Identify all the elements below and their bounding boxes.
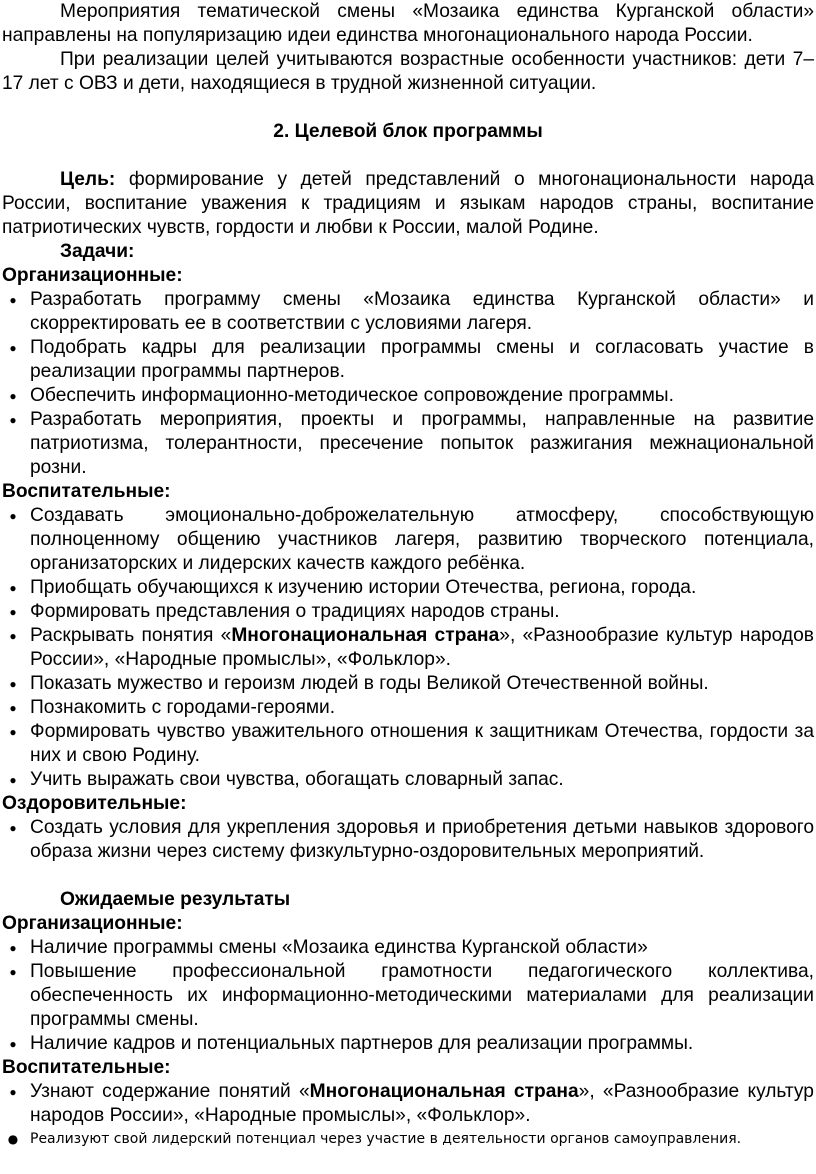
bullet-icon: ● (9, 725, 17, 739)
goal-label: Цель: (60, 169, 116, 190)
list-item: ● Приобщать обучающихся к изучению истории Отечества, региона, города. (2, 576, 814, 600)
bullet-icon: ● (9, 341, 17, 355)
org-tasks-list (2, 288, 814, 480)
list-item: ● Наличие программы смены «Мозаика единства Курганской области» (2, 936, 814, 960)
list-item: ● Разработать мероприятия, проекты и программы, направленные на развитие патриотизма, толерантности, пресечение попыток разжигания межнациональной розни. (2, 408, 814, 480)
results-edu-list (2, 1080, 814, 1150)
bullet-icon: ● (9, 965, 17, 979)
bullet-icon: ● (9, 1085, 17, 1099)
bullet-icon: ● (9, 509, 17, 523)
bullet-icon: ● (9, 389, 17, 403)
intro-paragraph-2: При реализации целей учитываются возрастные особенности участников: дети 7–17 лет с ОВЗ и дети, находящиеся в трудной жизненной ситуации. (2, 49, 814, 94)
health-tasks-label: Оздоровительные: (2, 793, 187, 814)
bullet-icon: ● (9, 293, 17, 307)
list-item: ● Подобрать кадры для реализации программы смены и согласовать участие в реализации программы партнеров. (2, 336, 814, 384)
bullet-icon: ● (9, 1037, 17, 1051)
goal-paragraph (2, 168, 814, 240)
bullet-icon: ● (9, 629, 17, 643)
bullet-icon: ● (9, 413, 17, 427)
results-org-list (2, 936, 814, 1056)
results-org-label: Организационные: (2, 913, 183, 934)
list-item: ● Познакомить с городами-героями. (2, 696, 814, 720)
list-item: ● Раскрывать понятия «Многонациональная страна», «Разнообразие культур народов России», «Народные промыслы», «Фольклор». (2, 624, 814, 672)
health-tasks-list (2, 816, 814, 864)
list-item: ● Формировать чувство уважительного отношения к защитникам Отечества, гордости за них и свою Родину. (2, 720, 814, 768)
list-item: ● Показать мужество и героизм людей в годы Великой Отечественной войны. (2, 672, 814, 696)
bullet-icon: ● (9, 581, 17, 595)
results-title: Ожидаемые результаты (60, 889, 291, 910)
bullet-icon: ● (7, 1132, 19, 1146)
list-item: ● Реализуют свой лидерский потенциал через участие в деятельности органов самоуправления. (2, 1128, 814, 1150)
tasks-label: Задачи: (60, 241, 135, 262)
edu-tasks-label: Воспитательные: (2, 481, 171, 502)
org-tasks-label: Организационные: (2, 265, 183, 286)
list-item: ● Учить выражать свои чувства, обогащать словарный запас. (2, 768, 814, 792)
bullet-icon: ● (9, 941, 17, 955)
results-edu-label: Воспитательные: (2, 1057, 171, 1078)
list-item: ● Повышение профессиональной грамотности педагогического коллектива, обеспеченность их информационно-методическими материалами для реализации программы смены. (2, 960, 814, 1032)
list-item: ● Наличие кадров и потенциальных партнеров для реализации программы. (2, 1032, 814, 1056)
goal-text: формирование у детей представлений о многонациональности народа России, воспитание уважения к традициям и языкам народов страны, воспитание патриотических чувств, гордости и любви к России, малой Родине. (2, 169, 814, 238)
list-item: ● Обеспечить информационно-методическое сопровождение программы. (2, 384, 814, 408)
list-item: ● Создать условия для укрепления здоровья и приобретения детьми навыков здорового образа жизни через систему физкультурно-оздоровительных мероприятий. (2, 816, 814, 864)
bullet-icon: ● (9, 773, 17, 787)
list-item: ● Формировать представления о традициях народов страны. (2, 600, 814, 624)
bullet-icon: ● (9, 821, 17, 835)
list-item: ● Создавать эмоционально-доброжелательную атмосферу, способствующую полноценному общению участников лагеря, развитию творческого потенциала, организаторских и лидерских качеств каждого ребёнка. (2, 504, 814, 576)
target-block-title: 2. Целевой блок программы (273, 121, 543, 142)
bullet-icon: ● (9, 677, 17, 691)
edu-tasks-list (2, 504, 814, 792)
bullet-icon: ● (9, 605, 17, 619)
list-item: ● Узнают содержание понятий «Многонациональная страна», «Разнообразие культур народов России», «Народные промыслы», «Фольклор». (2, 1080, 814, 1128)
intro-paragraph-1: Мероприятия тематической смены «Мозаика единства Курганской области» направлены на популяризацию идеи единства многонационального народа России. (2, 1, 814, 46)
list-item: ● Разработать программу смены «Мозаика единства Курганской области» и скорректировать ее в соответствии с условиями лагеря. (2, 288, 814, 336)
bullet-icon: ● (9, 701, 17, 715)
